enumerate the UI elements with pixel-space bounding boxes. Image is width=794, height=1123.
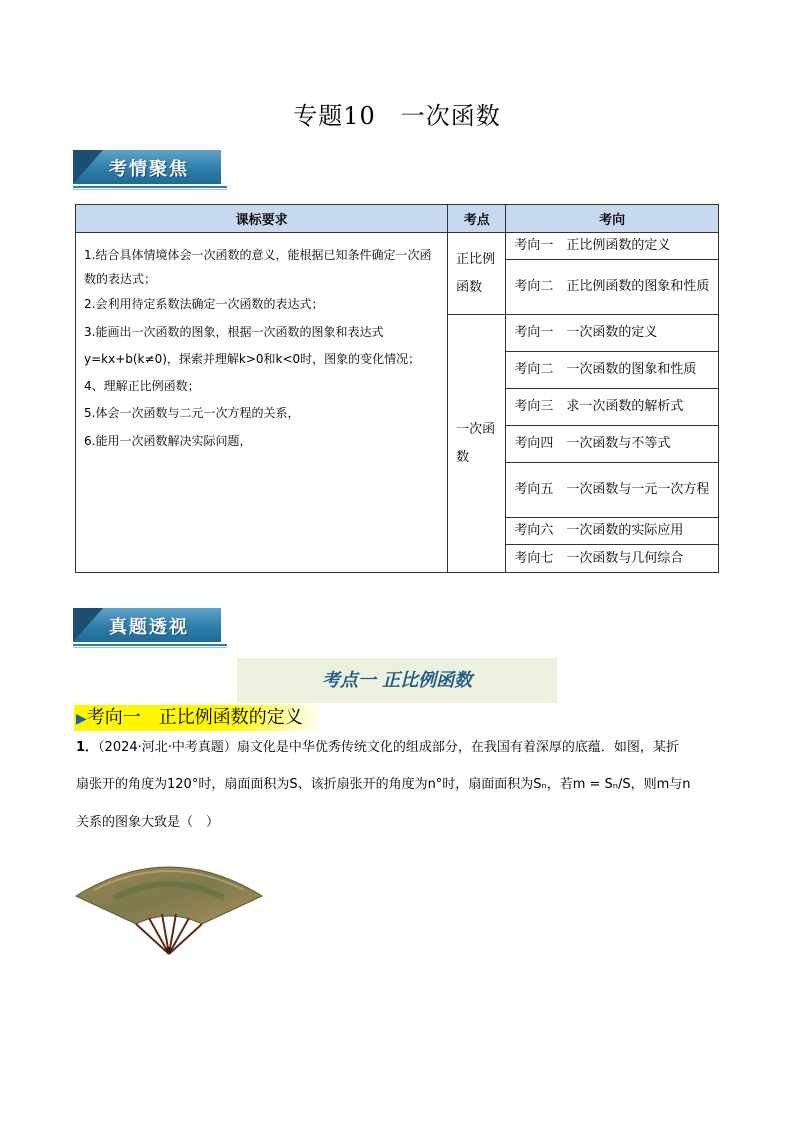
requirement-item: 5.体会一次函数与二元一次方程的关系， (84, 406, 300, 420)
header-point: 考点 (448, 205, 506, 233)
direction-cell: 考向一 一次函数的定义 (506, 315, 719, 352)
kaodian-heading: 考点一 正比例函数 (237, 658, 557, 703)
kaoxiang-label: 考向一 正比例函数的定义 (86, 707, 303, 728)
triangle-icon: ▶ (76, 711, 87, 727)
question-number: 1． (76, 740, 99, 755)
requirements-table (75, 204, 719, 573)
question-text: 扇文化是中华优秀传统文化的组成部分，在我国有着深厚的底蕴．如图，某折 (236, 740, 679, 755)
section-banner-zhenti (73, 608, 227, 648)
requirement-item: 3.能画出一次函数的图象，根据一次函数的图象和表达式y=kx+b(k≠0)，探索并理解k>0和k<0时，图象的变化情况； (84, 324, 421, 366)
requirement-item: 2.会利用待定系数法确定一次函数的表达式； (84, 297, 324, 311)
direction-cell: 考向一 正比例函数的定义 (506, 233, 719, 260)
requirement-item: 1.结合具体情境体会一次函数的意义，能根据已知条件确定一次函数的表达式； (84, 248, 432, 286)
requirement-item: 4、理解正比例函数； (84, 378, 200, 393)
header-direction: 考向 (506, 205, 719, 233)
question-line-2: 扇张开的角度为120°时，扇面面积为S、该折扇张开的角度为n°时，扇面面积为Sₙ，若m = Sₙ/S，则m与n (76, 777, 691, 792)
folding-fan-image (74, 846, 264, 956)
question-source: （2024·河北·中考真题） (98, 740, 237, 755)
direction-cell: 考向六 一次函数的实际应用 (506, 518, 719, 545)
page-title: 专题10 一次函数 (293, 102, 501, 130)
direction-cell: 考向二 一次函数的图象和性质 (506, 352, 719, 389)
direction-cell: 考向三 求一次函数的解析式 (506, 389, 719, 426)
kaoxiang-heading (74, 705, 324, 731)
direction-cell: 考向四 一次函数与不等式 (506, 426, 719, 463)
requirements-cell (76, 233, 448, 573)
question-line-1 (76, 737, 726, 759)
direction-cell: 考向七 一次函数与几何综合 (506, 545, 719, 573)
direction-cell: 考向五 一次函数与一元一次方程 (506, 463, 719, 518)
banner-label: 真题透视 (109, 617, 189, 638)
point-cell: 正比例函数 (448, 233, 506, 315)
section-banner-kaoqing (73, 150, 227, 190)
question-line-3: 关系的图象大致是（ ） (76, 815, 220, 830)
requirement-item: 6.能用一次函数解决实际问题， (84, 433, 252, 448)
banner-label: 考情聚焦 (109, 159, 189, 180)
direction-cell: 考向二 正比例函数的图象和性质 (506, 260, 719, 315)
header-requirements: 课标要求 (76, 205, 448, 233)
point-cell: 一次函数 (448, 315, 506, 573)
